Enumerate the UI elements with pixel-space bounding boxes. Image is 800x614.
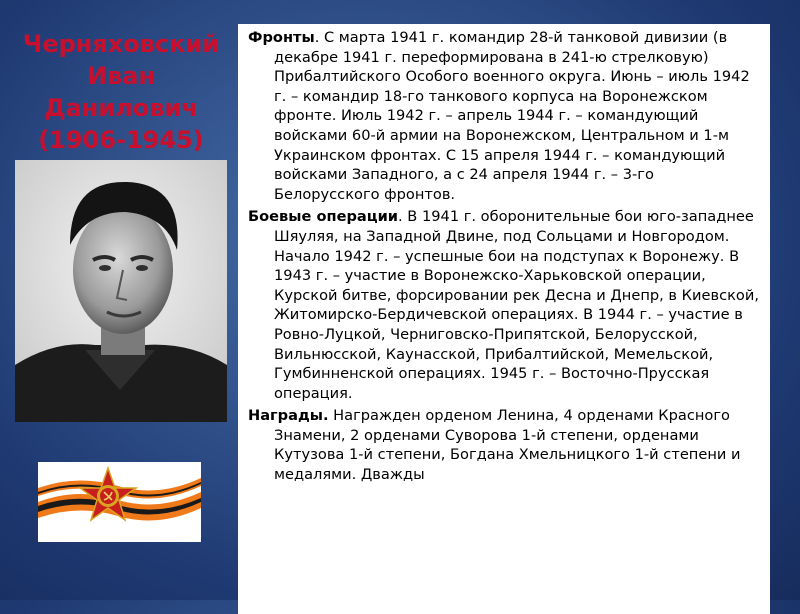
portrait-photo-icon — [15, 160, 227, 422]
section-label: Фронты — [248, 29, 315, 46]
section-text: . В 1941 г. оборонительные бои юго-западнее Шяуляя, на Западной Двине, под Сольцами и Новгородом. Начало 1942 г. – успешные бои на подступах к Воронежу. В 1943 г. – участие в Воронежско-Харьковской операции, Курской битве, форсировании рек Десна и Днепр, в Киевской, Житомирско-Бердичевской операциях. В 1944 г. – участие в Ровно-Луцкой, Черниговско-Припятской, Белорусской, Вильнюсской, Каунасской, Прибалтийской, Мемельской, Гумбинненской операциях. 1945 г. – Восточно-Прусская операция. — [274, 208, 759, 402]
section-label: Боевые операции — [248, 208, 399, 226]
section-fronts — [248, 28, 762, 204]
section-text: Награжден орденом Ленина, 4 орденами Красного Знамени, 2 орденами Суворова 1-й степени, орденами Кутузова 1-й степени, Богдана Хмельницкого 1-й степени и медалями. Дважды — [274, 407, 741, 484]
section-operations — [248, 207, 762, 403]
section-awards — [248, 406, 762, 484]
section-text: . С марта 1941 г. командир 28-й танковой дивизии (в декабре 1941 г. переформирована в 241-ю стрелковую) Прибалтийского Особого военного округа. Июнь – июль 1942 г. – командир 18-го танкового корпуса на Воронежском фронте. Июль 1942 г. – апрель 1944 г. – командующий войсками 60-й армии на Воронежском, Центральном и 1-м Украинском фронтах. С 15 апреля 1944 г. – командующий войсками Западного, а с 24 апреля 1944 г. – 3-го Белорусского фронтов. — [274, 29, 750, 203]
person-years: (1906-1945) — [38, 126, 204, 154]
order-patriotic-war-icon — [38, 462, 201, 542]
page-title — [16, 28, 226, 156]
section-label: Награды. — [248, 407, 329, 425]
biography-panel — [238, 24, 770, 614]
person-name: Черняховский Иван Данилович — [22, 30, 220, 122]
